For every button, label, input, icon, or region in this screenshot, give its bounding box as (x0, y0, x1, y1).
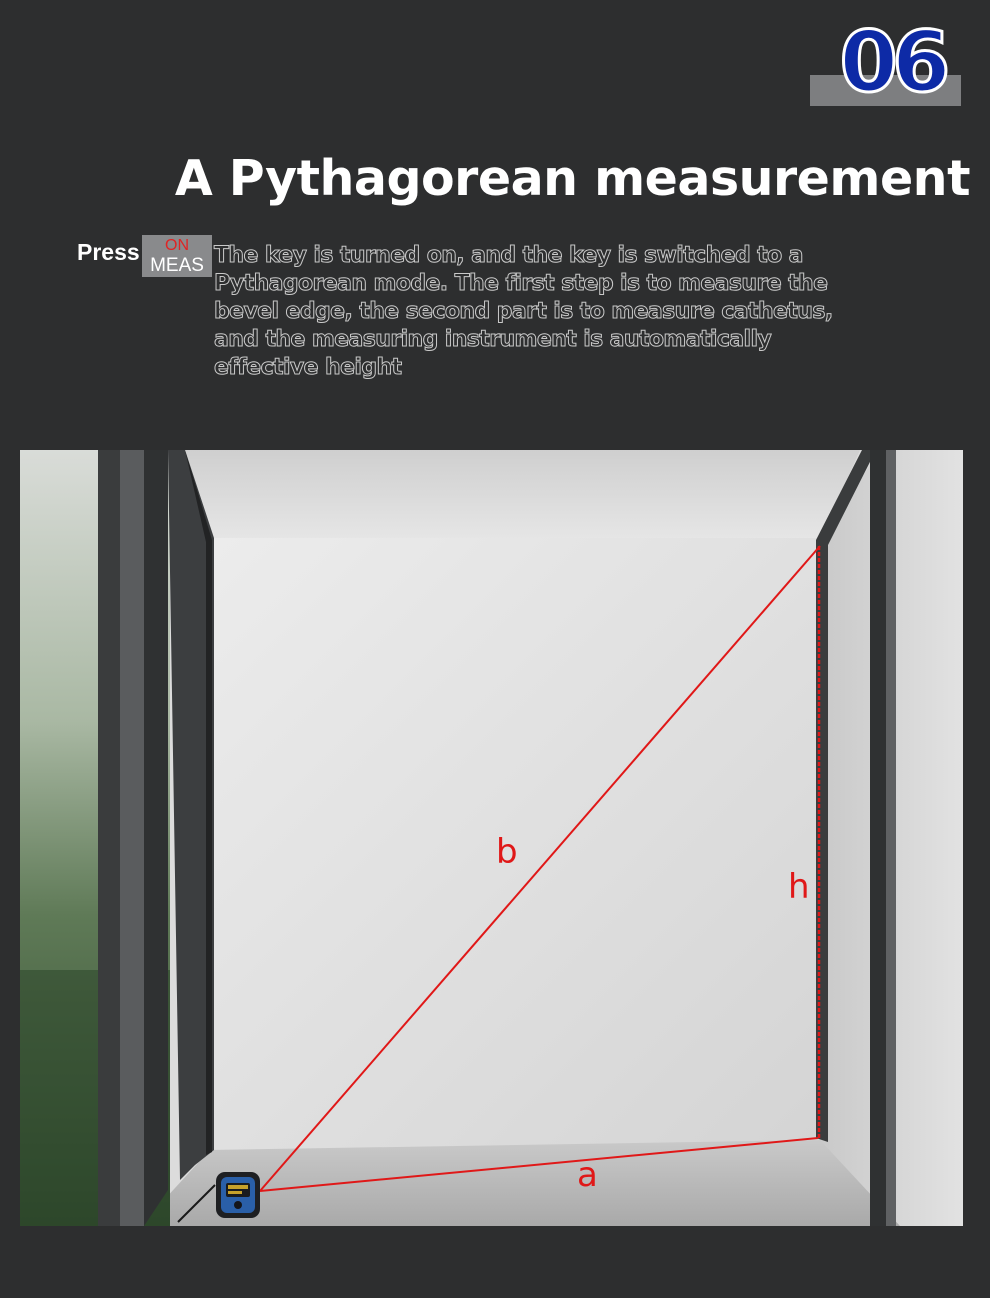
ceiling (170, 450, 860, 540)
label-b: b (496, 832, 518, 872)
key-bottom-label: MEAS (150, 255, 204, 276)
instruction-text: The key is turned on, and the key is switched to a Pythagorean mode. The first step is to measure the bevel edge, the second part is to measure cathetus, and the measuring instrument is automatically effective height (214, 243, 833, 380)
left-frame-2 (120, 450, 144, 1226)
label-h: h (788, 867, 810, 907)
room-svg (20, 450, 963, 1226)
right-frame-2 (870, 450, 886, 1226)
key-top-label: ON (165, 237, 189, 254)
left-frame-3 (144, 450, 168, 1226)
right-frame-3 (886, 450, 896, 1226)
section-number: 06 (839, 13, 945, 111)
left-frame-1 (98, 450, 120, 1226)
page-title: A Pythagorean measurement (174, 150, 970, 207)
on-meas-key (142, 235, 212, 277)
room-illustration (20, 450, 963, 1226)
press-label: Press (77, 239, 140, 265)
label-a: a (577, 1155, 598, 1195)
